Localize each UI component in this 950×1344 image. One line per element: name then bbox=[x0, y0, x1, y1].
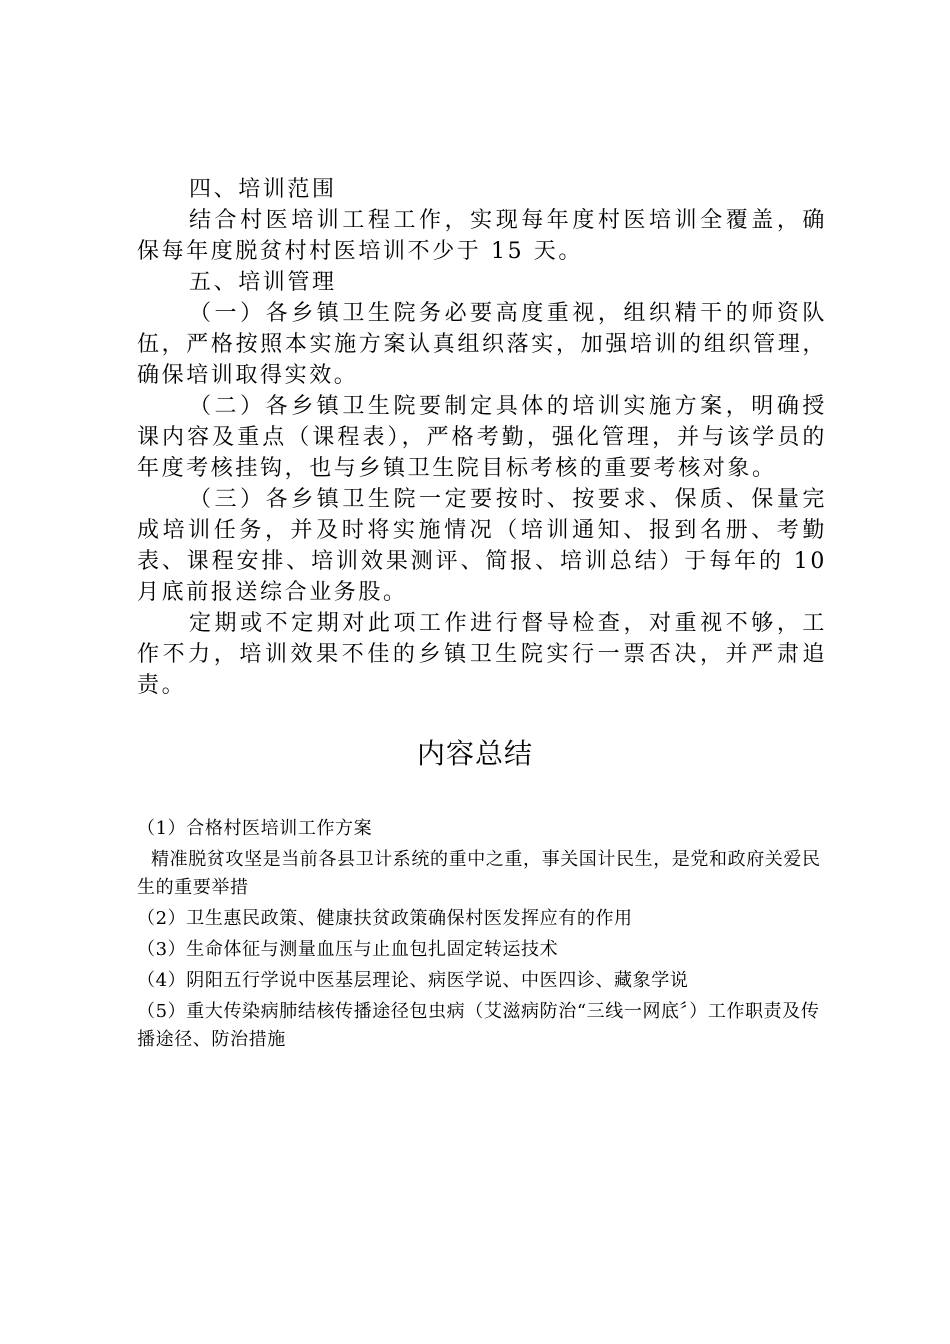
paragraph-supervision: 定期或不定期对此项工作进行督导检查，对重视不够，工作不力，培训效果不佳的乡镇卫生院实行一票否决，并严肃追责。 bbox=[137, 611, 827, 698]
section-heading-training-management: 五、培训管理 bbox=[189, 270, 337, 295]
summary-title: 内容总结 bbox=[416, 737, 533, 770]
paragraph-management-2: （二）各乡镇卫生院要制定具体的培训实施方案，明确授课内容及重点（课程表），严格考勤，强化管理，并与该学员的年度考核挂钩，也与乡镇卫生院目标考核的重要考核对象。 bbox=[137, 394, 827, 481]
paragraph-management-3: （三）各乡镇卫生院一定要按时、按要求、保质、保量完成培训任务，并及时将实施情况（培训通知、报到名册、考勤表、课程安排、培训效果测评、简报、培训总结）于每年的 10 月底前报送综合业务股。 bbox=[137, 487, 827, 605]
summary-item-1-description: 精准脱贫攻坚是当前各县卫计系统的重中之重，事关国计民生，是党和政府关爱民生的重要举措 bbox=[137, 849, 821, 898]
summary-item-2: （2）卫生惠民政策、健康扶贫政策确保村医发挥应有的作用 bbox=[137, 908, 633, 929]
paragraph-management-1: （一）各乡镇卫生院务必要高度重视，组织精干的师资队伍，严格按照本实施方案认真组织落实，加强培训的组织管理，确保培训取得实效。 bbox=[137, 301, 827, 388]
body-section bbox=[137, 174, 827, 701]
summary-item-3: （3）生命体征与测量血压与止血包扎固定转运技术 bbox=[137, 939, 559, 960]
summary-item-1: （1）合格村医培训工作方案 bbox=[137, 818, 373, 839]
summary-section bbox=[137, 815, 827, 1057]
paragraph-training-scope: 结合村医培训工程工作，实现每年度村医培训全覆盖，确保每年度脱贫村村医培训不少于 15 天。 bbox=[137, 208, 827, 264]
section-heading-training-scope: 四、培训范围 bbox=[189, 177, 337, 202]
summary-item-5: （5）重大传染病肺结核传播途径包虫病（艾滋病防治“三线一网底〞）工作职责及传播途径、防治措施 bbox=[137, 1001, 820, 1050]
summary-item-4: （4）阴阳五行学说中医基层理论、病医学说、中医四诊、藏象学说 bbox=[137, 970, 689, 991]
